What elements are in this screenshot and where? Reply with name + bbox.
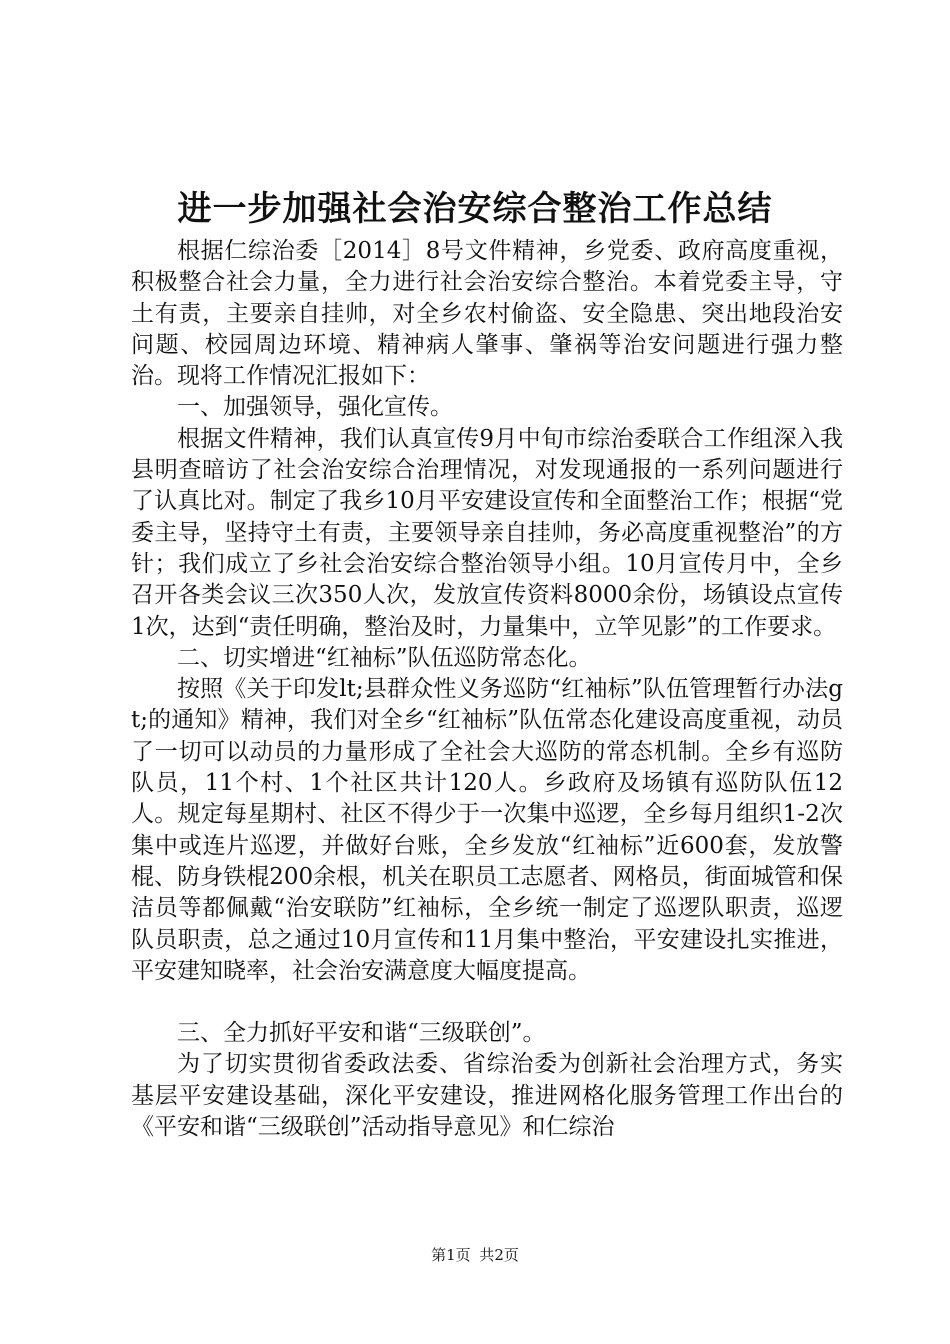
- section-heading-2: 二、切实增进“红袖标”队伍巡防常态化。: [177, 644, 592, 671]
- document-body: [131, 236, 843, 1143]
- section-1-paragraph: 根据文件精神，我们认真宣传9月中旬市综治委联合工作组深入我县明查暗访了社会治安综合治理情况，对发现通报的一系列问题进行了认真比对。制定了我乡10月平安建设宣传和全面整治工作；根据“党委主导，坚持守土有责，主要领导亲自挂帅，务必高度重视整治”的方针；我们成立了乡社会治安综合整治领导小组。10月宣传月中，全乡召开各类会议三次350人次，发放宣传资料8000余份，场镇设点宣传1次，达到“责任明确，整治及时，力量集中，立竿见影”的工作要求。: [131, 425, 843, 640]
- page-number: 第1页: [431, 1246, 471, 1264]
- intro-paragraph: 根据仁综治委［2014］8号文件精神，乡党委、政府高度重视，积极整合社会力量，全力进行社会治安综合整治。本着党委主导，守土有责，主要亲自挂帅，对全乡农村偷盗、安全隐患、突出地段治安问题、校园周边环境、精神病人肇事、肇祸等治安问题进行强力整治。现将工作情况汇报如下：: [131, 238, 843, 390]
- section-heading-3: 三、全力抓好平安和谐“三级联创”。: [177, 1020, 546, 1047]
- section-heading-1: 一、加强领导，强化宣传。: [177, 394, 453, 421]
- section-3-paragraph: 为了切实贯彻省委政法委、省综治委为创新社会治理方式，务实基层平安建设基础，深化平安建设，推进网格化服务管理工作出台的《平安和谐“三级联创”活动指导意见》和仁综治: [131, 1051, 843, 1141]
- page-footer: [0, 1245, 950, 1265]
- paragraph-spacer: [131, 987, 843, 1018]
- document-title: 进一步加强社会治安综合整治工作总结: [177, 189, 773, 229]
- section-2-paragraph: 按照《关于印发lt;县群众性义务巡防“红袖标”队伍管理暂行办法gt;的通知》精神，我们对全乡“红袖标”队伍常态化建设高度重视，动员了一切可以动员的力量形成了全社会大巡防的常态机制。全乡有巡防队员，11个村、1个社区共计120人。乡政府及场镇有巡防队伍12人。规定每星期村、社区不得少于一次集中巡逻，全乡每月组织1-2次集中或连片巡逻，并做好台账，全乡发放“红袖标”近600套，发放警棍、防身铁棍200余根，机关在职员工志愿者、网格员，街面城管和保洁员等都佩戴“治安联防”红袖标，全乡统一制定了巡逻队职责，巡逻队员职责，总之通过10月宣传和11月集中整治，平安建设扎实推进，平安建知晓率，社会治安满意度大幅度提高。: [131, 676, 843, 984]
- page-total: 共2页: [479, 1246, 519, 1264]
